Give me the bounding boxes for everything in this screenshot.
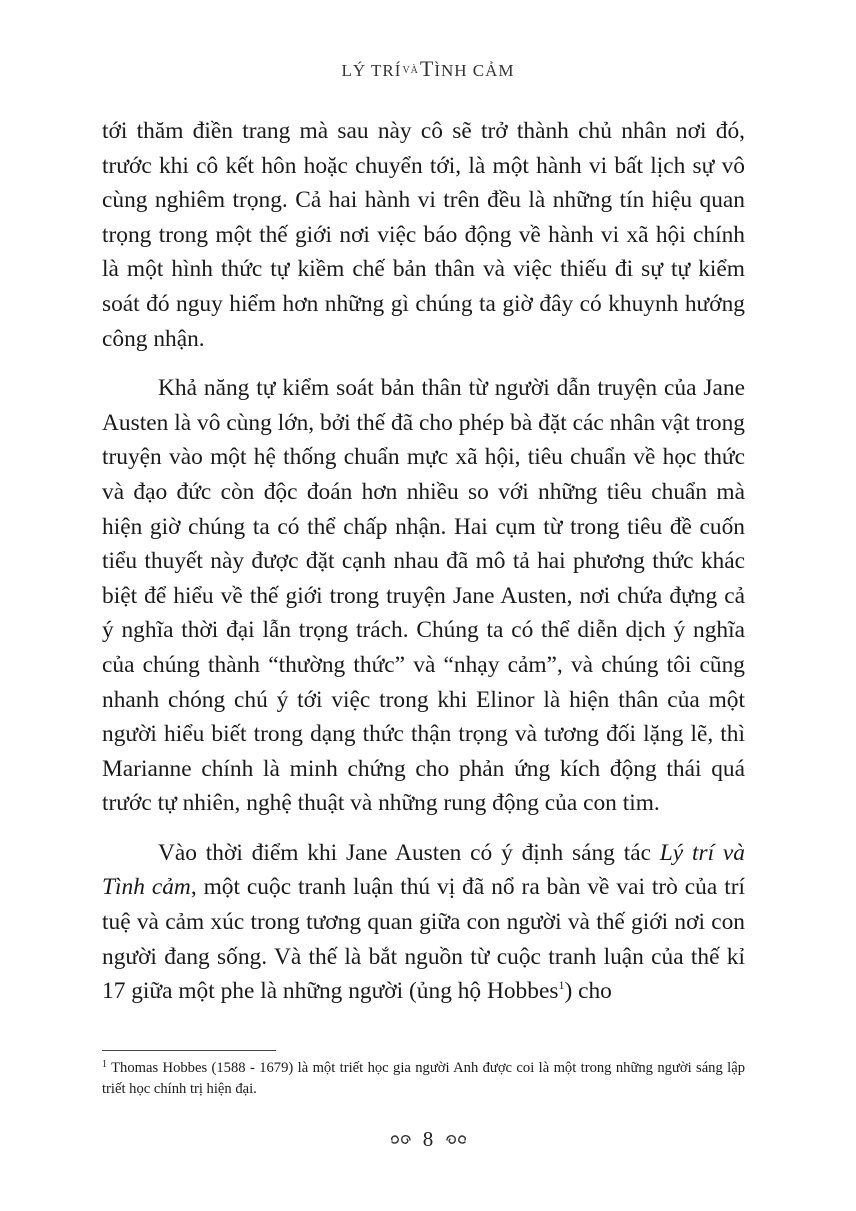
running-header [0, 56, 856, 82]
paragraph-1: tới thăm điền trang mà sau này cô sẽ trở thành chủ nhân nơi đó, trước khi cô kết hôn hoặc chuyển tới, là một hành vi bất lịch sự vô cùng nghiêm trọng. Cả hai hành vi trên đều là những tín hiệu quan trọng trong một thế giới nơi việc báo động về hành vi xã hội chính là một hình thức tự kiềm chế bản thân và việc thiếu đi sự tự kiểm soát đó nguy hiểm hơn những gì chúng ta giờ đây có khuynh hướng công nhận. [102, 118, 745, 352]
ornament-left-icon [390, 1129, 412, 1151]
body-text [102, 114, 745, 1009]
paragraph-3-start: Vào thời điểm khi Jane Austen có ý định sáng tác [158, 839, 660, 866]
book-title-italic: Lý trí và Tình cảm [102, 839, 745, 901]
header-title-initial: T [419, 56, 435, 81]
page-folio [0, 1127, 856, 1152]
footnote-text: Thomas Hobbes (1588 - 1679) là một triết học gia người Anh được coi là một trong những người sáng lập triết học chính trị hiện đại. [102, 1060, 745, 1097]
footnote-separator [102, 1050, 276, 1051]
footnote-reference: 1 [558, 978, 565, 993]
paragraph-3 [102, 836, 745, 1009]
footnote-number: 1 [102, 1059, 107, 1070]
paragraph-2: Khả năng tự kiểm soát bản thân từ người dẫn truyện của Jane Austen là vô cùng lớn, bởi thế đã cho phép bà đặt các nhân vật trong truyện vào một hệ thống chuẩn mực xã hội, tiêu chuẩn về học thức và đạo đức còn độc đoán hơn nhiều so với những tiêu chuẩn mà hiện giờ chúng ta có thể chấp nhận. Hai cụm từ trong tiêu đề cuốn tiểu thuyết này được đặt cạnh nhau đã mô tả hai phương thức khác biệt để hiểu về thế giới trong truyện Jane Austen, nơi chứa đựng cả ý nghĩa thời đại lẫn trọng trách. Chúng ta có thể diễn dịch ý nghĩa của chúng thành “thường thức” và “nhạy cảm”, và chúng tôi cũng nhanh chóng chú ý tới việc trong khi Elinor là hiện thân của một người hiểu biết trong dạng thức thận trọng và tương đối lặng lẽ, thì Marianne chính là minh chứng cho phản ứng kích động thái quá trước tự nhiên, nghệ thuật và những rung động của con tim. [102, 375, 745, 817]
header-title-part2: ÌNH CẢM [434, 61, 515, 80]
footnote [102, 1058, 745, 1100]
header-title-and: VÀ [402, 65, 419, 76]
paragraph-3-mid: , một cuộc tranh luận thú vị đã nổ ra bàn về vai trò của trí tuệ và cảm xúc trong tương quan giữa con người và thế giới nơi con người đang sống. Và thế là bắt nguồn từ cuộc tranh luận của thế kỉ 17 giữa một phe là những người (ủng hộ Hobbes [102, 874, 745, 1005]
page-number: 8 [422, 1127, 434, 1151]
ornament-right-icon [445, 1129, 467, 1151]
paragraph-3-end: ) cho [564, 978, 612, 1005]
header-title-part1: LÝ TRÍ [341, 61, 402, 80]
